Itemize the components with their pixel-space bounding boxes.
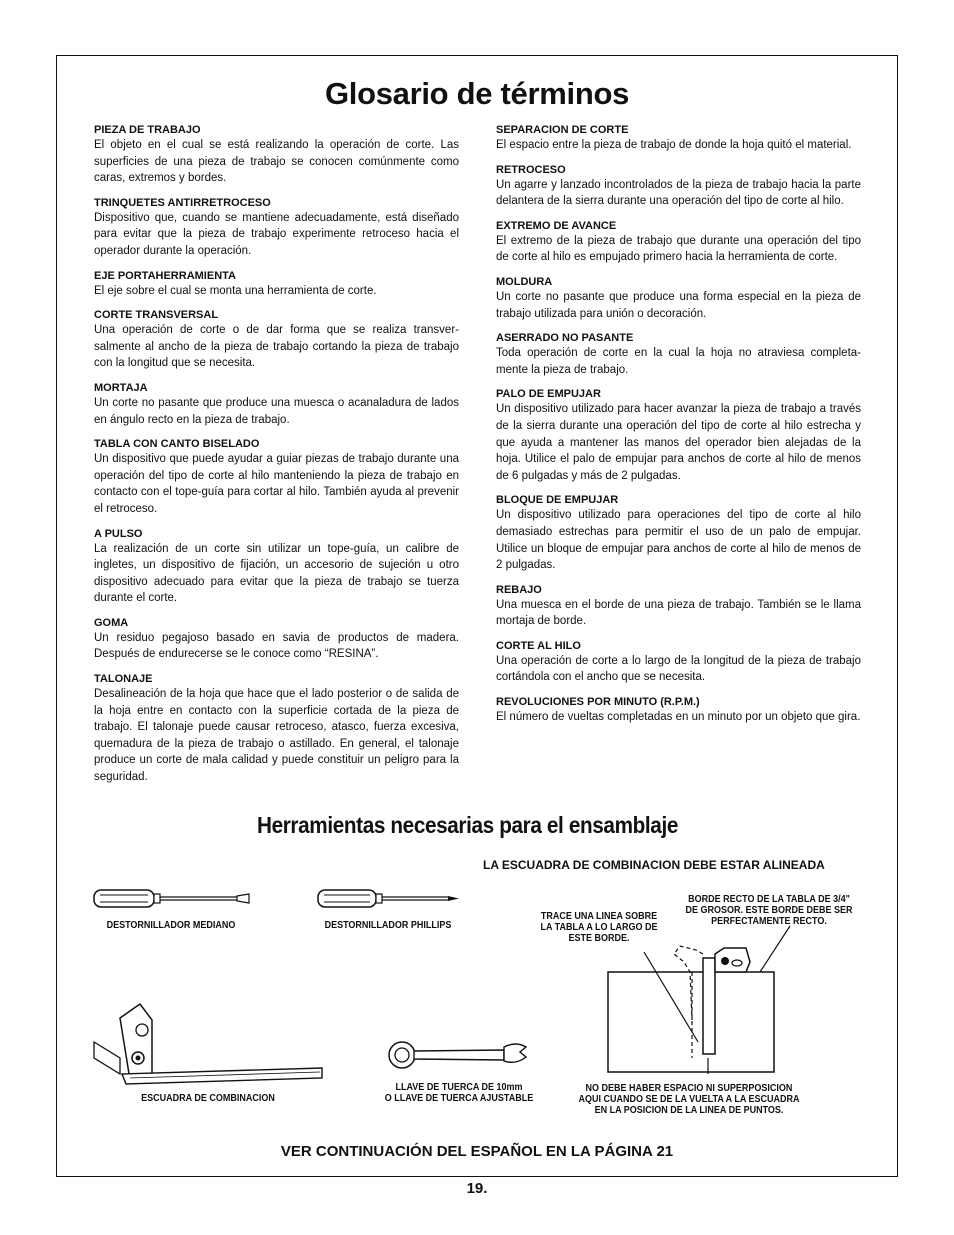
glossary-definition: Un corte no pasante que produce una forma especial en la pieza de trabajo utilizada para unión o decoración. xyxy=(496,290,861,320)
glossary-term: RETROCESO xyxy=(496,163,566,176)
wrench-label-line1: LLAVE DE TUERCA DE 10mm xyxy=(395,1082,523,1093)
glossary-definition: El espacio entre la pieza de trabajo de donde la hoja quitó el material. xyxy=(496,139,852,151)
tools-heading: Herramientas necesarias para el ensamblaje xyxy=(257,812,678,838)
glossary-term: GOMA xyxy=(94,616,129,629)
glossary-entry xyxy=(94,308,459,372)
glossary-entry xyxy=(496,163,861,210)
glossary-entry xyxy=(496,493,861,573)
page-number: 19. xyxy=(466,1180,488,1197)
glossary-left-column xyxy=(94,123,459,795)
alignment-heading: LA ESCUADRA DE COMBINACION DEBE ESTAR ALINEADA xyxy=(483,858,825,872)
glossary-definition: Un dispositivo que puede ayudar a guiar piezas de trabajo durante una operación del tipo de corte al hilo manteniendo la pieza de trabajo en contacto con el tope-guía para cortar al hilo. También ayuda al prevenir el retroceso. xyxy=(94,453,459,515)
glossary-term: ASERRADO NO PASANTE xyxy=(496,332,634,345)
glossary-definition: Una operación de corte a lo largo de la longitud de la pieza de trabajo cortándola con el ancho que se necesita. xyxy=(496,654,861,684)
glossary-term: PIEZA DE TRABAJO xyxy=(94,124,201,136)
glossary-term: CORTE AL HILO xyxy=(496,639,581,652)
trace-line-label: TRACE UNA LINEA SOBRE LA TABLA A LO LARGO DE ESTE BORDE. xyxy=(540,911,658,944)
glossary-entry xyxy=(496,583,861,630)
glossary-definition: Toda operación de corte en la cual la hoja no atraviesa completa- mente la pieza de trabajo. xyxy=(496,347,861,376)
glossary-entry xyxy=(94,616,459,663)
combination-square-icon xyxy=(90,1000,326,1088)
glossary-term: MOLDURA xyxy=(496,275,553,288)
glossary-definition: Un corte no pasante que produce una muesca o acanaladura de lados en ángulo recto en la pieza de trabajo. xyxy=(94,396,459,426)
wrench-label-line2: O LLAVE DE TUERCA AJUSTABLE xyxy=(384,1093,534,1104)
glossary-term: EXTREMO DE AVANCE xyxy=(496,219,617,232)
glossary-term: MORTAJA xyxy=(94,381,148,394)
glossary-term: A PULSO xyxy=(94,527,143,540)
no-gap-label: NO DEBE HABER ESPACIO NI SUPERPOSICION AQUI CUANDO SE DE LA VUELTA A LA ESCUADRA EN LA POSICION DE LA LINEA DE PUNTOS. xyxy=(578,1083,800,1116)
alignment-diagram xyxy=(600,940,780,1080)
glossary-entry xyxy=(94,437,459,517)
straight-edge-label: BORDE RECTO DE LA TABLA DE 3/4" DE GROSOR. ESTE BORDE DEBE SER PERFECTAMENTE RECTO. xyxy=(685,894,853,927)
glossary-definition: Una operación de corte o de dar forma que se realiza transver- salmente al ancho de la pieza de trabajo cortando la pieza de trabajo con la longitud que se necesita. xyxy=(94,324,459,370)
phillips-screwdriver-label: DESTORNILLADOR PHILLIPS xyxy=(324,920,452,931)
glossary-term: CORTE TRANSVERSAL xyxy=(94,309,219,322)
glossary-term: BLOQUE DE EMPUJAR xyxy=(496,494,619,507)
glossary-definition: Un residuo pegajoso basado en savia de productos de madera. Después de endurecerse se le conoce como “RESINA”. xyxy=(94,631,459,661)
glossary-definition: El objeto en el cual se está realizando la operación de corte. Las superficies de una pieza de trabajo se conocen comúnmente como caras, extremos y bordes. xyxy=(94,139,459,185)
continuation-note: VER CONTINUACIÓN DEL ESPAÑOL EN LA PÁGINA 21 xyxy=(280,1143,674,1160)
glossary-entry xyxy=(94,123,459,187)
glossary-definition: Un dispositivo utilizado para operaciones del tipo de corte al hilo demasiado estrechas para permitir el uso de un palo de empujar. Utilice un bloque de empujar para anchos de corte al hilo de menos de 2 pulgadas. xyxy=(496,509,861,572)
glossary-entry xyxy=(94,196,459,260)
glossary-definition: Desalineación de la hoja que hace que el lado posterior o de salida de la hoja entre en contacto con la superficie cortada de la pieza de trabajo. El talonaje puede causar retroceso, atasco, fuerza excesiva, quemadura de la pieza de trabajo o astillado. En general, el talonaje produce un corte de mala calidad y puede constituir un peligro para la seguridad. xyxy=(94,688,459,784)
glossary-term: PALO DE EMPUJAR xyxy=(496,388,601,401)
glossary-entry xyxy=(496,219,861,266)
glossary-definition: Una muesca en el borde de una pieza de trabajo. También se le llama mortaja de borde. xyxy=(496,598,861,628)
glossary-definition: El eje sobre el cual se monta una herramienta de corte. xyxy=(94,284,377,297)
glossary-entry xyxy=(94,269,459,300)
glossary-definition: Un dispositivo utilizado para hacer avanzar la pieza de trabajo a través de la sierra durante una operación del tipo de corte al hilo estrecha y que ayuda a mantener las manos del operador bien alejadas de la hoja. Utilice el palo de empujar para anchos de corte al hilo de menos de 6 pulgadas y más de 2 pulgadas. xyxy=(496,403,861,482)
glossary-term: SEPARACION DE CORTE xyxy=(496,124,629,136)
glossary-entry xyxy=(94,527,459,607)
glossary-term: REVOLUCIONES POR MINUTO (R.P.M.) xyxy=(496,696,700,709)
glossary-term: TALONAJE xyxy=(94,673,153,686)
phillips-screwdriver-icon xyxy=(316,886,462,912)
wrench-icon xyxy=(386,1039,532,1071)
glossary-definition: Dispositivo que, cuando se mantiene adecuadamente, está diseñado para evitar que la pieza de trabajo experimente retroceso hacia el operador durante la operación. xyxy=(94,211,459,257)
glossary-definition: El extremo de la pieza de trabajo que durante una operación del tipo de corte al hilo es empujado primero hacia la herramienta de corte. xyxy=(496,234,861,264)
glossary-definition: El número de vueltas completadas en un minuto por un objeto que gira. xyxy=(496,711,861,724)
glossary-entry xyxy=(496,123,861,154)
glossary-entry xyxy=(94,672,459,786)
page-title: Glosario de términos xyxy=(324,76,630,111)
glossary-definition: Un agarre y lanzado incontrolados de la pieza de trabajo hacia la parte delantera de la sierra durante una operación del tipo de corte al hilo. xyxy=(496,178,861,208)
glossary-entry xyxy=(94,381,459,428)
glossary-definition: La realización de un corte sin utilizar un tope-guía, un calibre de ingletes, un dispositivo de fijación, un accesorio de sujeción u otro dispositivo adecuado para evitar que la pieza de trabajo se tuerza durante el corte. xyxy=(94,542,459,605)
glossary-term: EJE PORTAHERRAMIENTA xyxy=(94,269,236,282)
glossary-entry xyxy=(496,695,861,726)
glossary-term: TRINQUETES ANTIRRETROCESO xyxy=(94,196,271,209)
glossary-term: TABLA CON CANTO BISELADO xyxy=(94,438,260,451)
glossary-entry xyxy=(496,639,861,686)
medium-screwdriver-icon xyxy=(92,886,252,912)
medium-screwdriver-label: DESTORNILLADOR MEDIANO xyxy=(106,920,236,931)
glossary-right-column xyxy=(496,123,861,735)
glossary-entry xyxy=(496,275,861,322)
combination-square-label: ESCUADRA DE COMBINACION xyxy=(141,1093,275,1104)
glossary-term: REBAJO xyxy=(496,583,542,596)
glossary-entry xyxy=(496,387,861,484)
glossary-entry xyxy=(496,331,861,378)
